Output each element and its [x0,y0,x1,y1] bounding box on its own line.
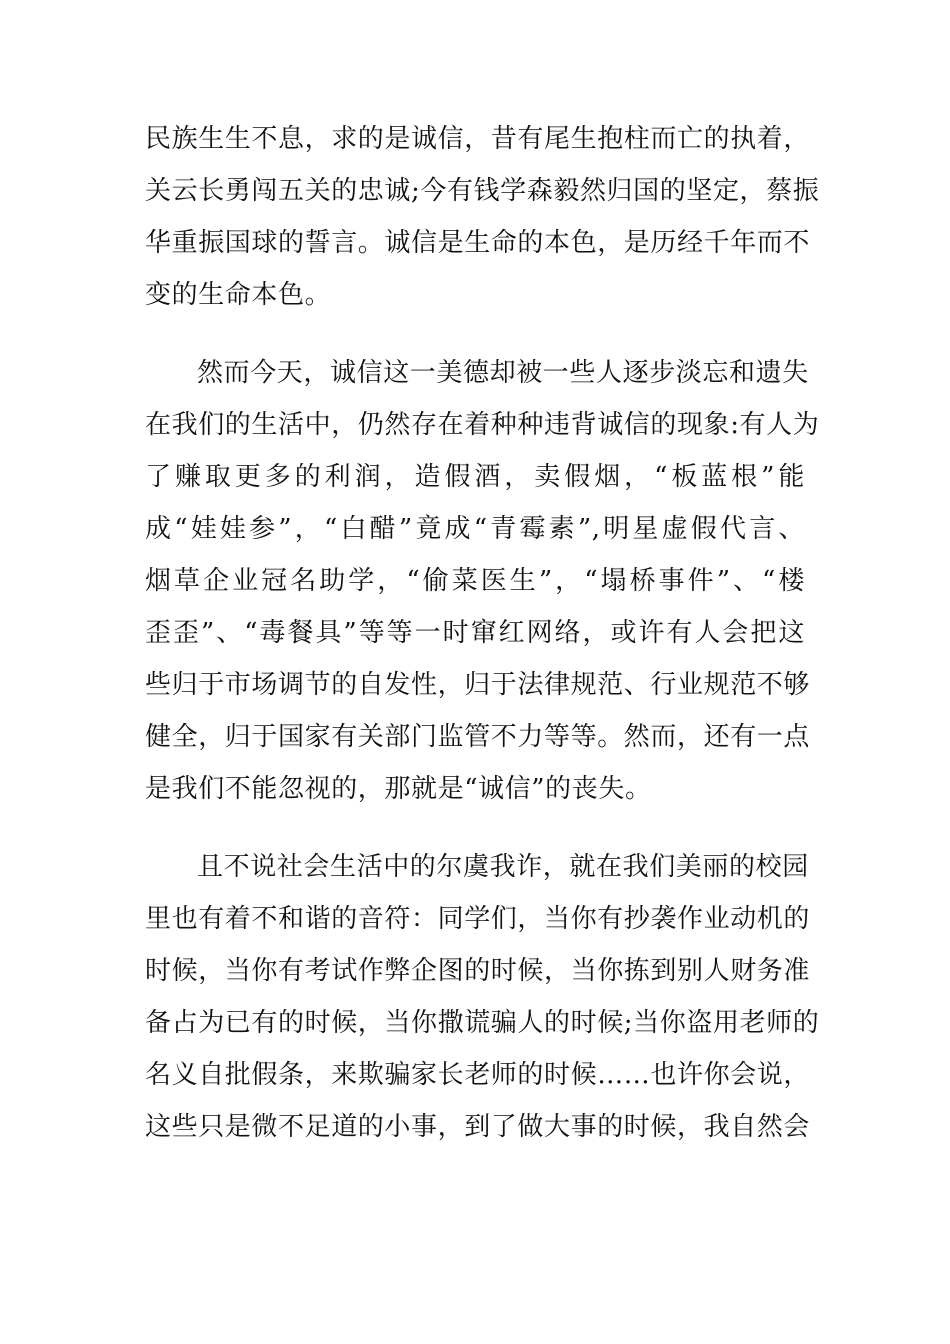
paragraph-line: 了赚取更多的利润，造假酒，卖假烟，“板蓝根”能 [145,462,805,492]
paragraph-1 [145,113,820,321]
paragraph-line: 里也有着不和谐的音符：同学们，当你有抄袭作业动机的 [145,904,811,934]
paragraph-line: 是我们不能忽视的，那就是“诚信”的丧失。 [145,774,652,804]
paragraph-line: 华重振国球的誓言。诚信是生命的本色，是历经千年而不 [145,228,811,258]
paragraph-line: 时候，当你有考试作弊企图的时候，当你拣到别人财务准 [145,956,811,986]
paragraph-line: 歪歪”、“毒餐具”等等一时窜红网络，或许有人会把这 [145,618,805,648]
paragraph-line: 关云长勇闯五关的忠诚;今有钱学森毅然归国的坚定，蔡振 [145,176,820,206]
paragraph-line: 烟草企业冠名助学，“偷菜医生”，“塌桥事件”、“楼 [145,566,805,596]
paragraph-line: 在我们的生活中，仍然存在着种种违背诚信的现象:有人为 [145,410,820,440]
paragraph-line: 这些只是微不足道的小事，到了做大事的时候，我自然会 [145,1112,811,1142]
paragraph-2 [145,347,820,815]
paragraph-line: 备占为已有的时候，当你撒谎骗人的时候;当你盗用老师的 [145,1008,820,1038]
paragraph-line: 然而今天，诚信这一美德却被一些人逐步淡忘和遗失 [197,358,809,388]
paragraph-line: 健全，归于国家有关部门监管不力等等。然而，还有一点 [145,722,811,752]
paragraph-line: 民族生生不息，求的是诚信，昔有尾生抱柱而亡的执着， [145,124,811,154]
paragraph-line: 些归于市场调节的自发性，归于法律规范、行业规范不够 [145,670,811,700]
paragraph-line: 成“娃娃参”，“白醋”竟成“青霉素”,明星虚假代言、 [145,514,805,544]
paragraph-line: 名义自批假条，来欺骗家长老师的时候……也许你会说， [145,1060,811,1090]
paragraph-line: 变的生命本色。 [145,280,332,310]
paragraph-3 [145,841,820,1153]
paragraph-line: 且不说社会生活中的尔虞我诈，就在我们美丽的校园 [197,852,809,882]
